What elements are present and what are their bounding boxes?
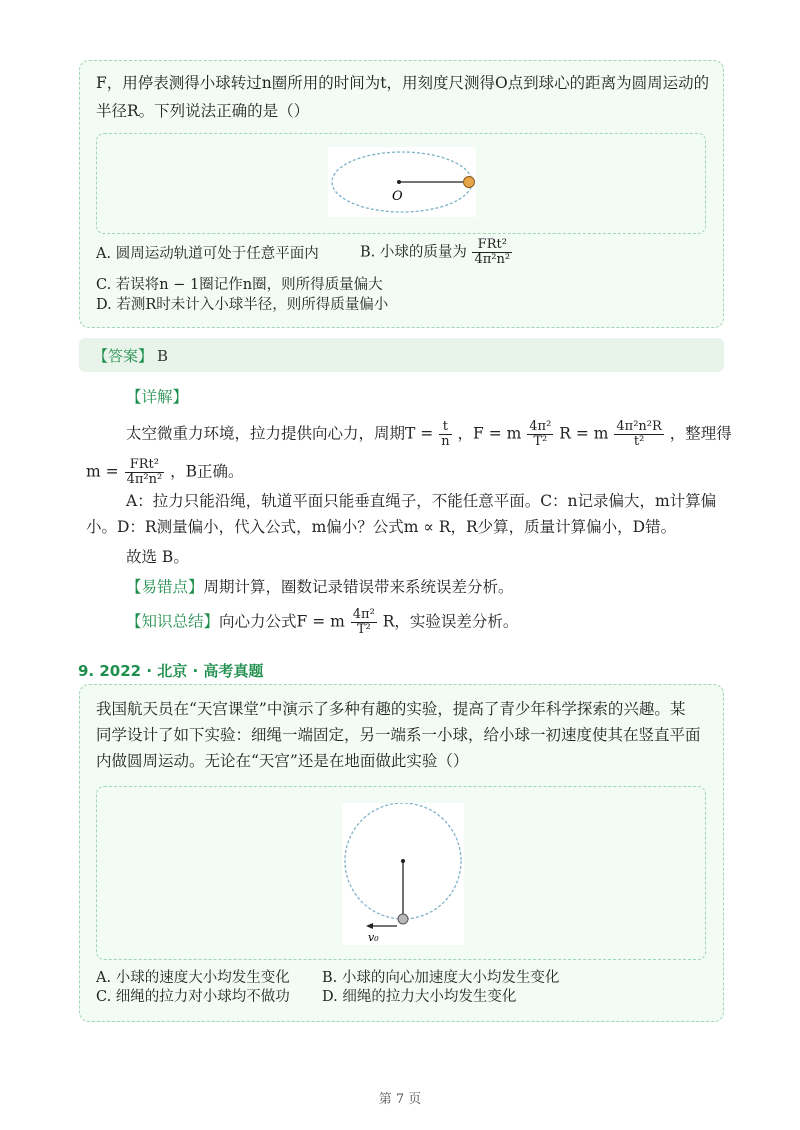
q9-option-b[interactable]: B. 小球的向心加速度大小均发生变化 xyxy=(322,970,560,986)
center-point-icon xyxy=(397,180,401,184)
mistake-label: 【易错点】 xyxy=(126,578,204,596)
answer xyxy=(93,345,168,366)
answer-bar xyxy=(79,338,724,372)
explain-line2: m = $\frac{\text{FRt²}}{\text{4π²n²}}$ ，B正确。 xyxy=(86,457,244,487)
q9-figure xyxy=(342,803,464,945)
page-number: 第 7 页 xyxy=(378,1092,422,1107)
answer-label: 【答案】 xyxy=(93,347,154,365)
label-v0: v₀ xyxy=(368,931,379,944)
q9-figure-frame xyxy=(96,786,706,960)
q9-option-c[interactable]: C. 细绳的拉力对小球均不做功 xyxy=(96,989,290,1005)
explain-title: 【详解】 xyxy=(126,388,189,406)
velocity-arrow-icon xyxy=(366,923,373,929)
q9-option-d[interactable]: D. 细绳的拉力大小均发生变化 xyxy=(322,989,517,1005)
q8-option-b-fraction: $\frac{\text{FRt²}}{\text{4π²n²}}$ xyxy=(474,237,511,267)
ball-icon xyxy=(398,914,408,924)
q9-option-a[interactable]: A. 小球的速度大小均发生变化 xyxy=(96,970,290,986)
q8-option-b[interactable] xyxy=(360,238,513,267)
q9-stem-line1: 我国航天员在“天宫课堂”中演示了多种有趣的实验，提高了青少年科学探索的兴趣。某 xyxy=(96,700,686,718)
explain-line1: 太空微重力环境，拉力提供向心力，周期T = $\frac{t}{n}$ ，F = m $\frac{\text{4π²}}{\text{T²}}$ R = m $\frac{\text{4π²n²R}}{\text{t²}}$ ，整理得 xyxy=(126,419,732,449)
q8-option-c[interactable]: C. 若误将n − 1圈记作n圈，则所得质量偏大 xyxy=(96,277,383,293)
q8-figure xyxy=(328,147,476,217)
q8-option-b-prefix: B. 小球的质量为 xyxy=(360,244,467,261)
explain-line4: 小。D：R测量偏小，代入公式，m偏小？公式m ∝ R，R少算，质量计算偏小，D错。 xyxy=(86,518,677,536)
mistake-point: 【易错点】周期计算，圈数记录错误带来系统误差分析。 xyxy=(126,578,514,596)
q8-option-d[interactable]: D. 若测R时未计入小球半径，则所得质量偏小 xyxy=(96,297,389,313)
label-O: O xyxy=(392,189,403,204)
answer-value: B xyxy=(157,347,169,365)
q8-stem-line1: F，用停表测得小球转过n圈所用的时间为t，用刻度尺测得O点到球心的距离为圆周运动的 xyxy=(96,74,710,92)
question-9-header: 9. 2022 · 北京 · 高考真题 xyxy=(78,662,264,680)
q9-stem-line3: 内做圆周运动。无论在“天宫”还是在地面做此实验（） xyxy=(96,752,469,770)
q8-stem-line2: 半径R。下列说法正确的是（） xyxy=(96,102,310,120)
orbit-diagram xyxy=(328,147,476,217)
summary-label: 【知识总结】 xyxy=(126,612,220,631)
explain-line3: A：拉力只能沿绳，轨道平面只能垂直绳子，不能任意平面。C：n记录偏大，m计算偏 xyxy=(126,492,717,510)
q9-stem-line2: 同学设计了如下实验：细绳一端固定，另一端系一小球，给小球一初速度使其在竖直平面 xyxy=(96,726,701,744)
pivot-point-icon xyxy=(401,859,405,863)
explain-line5: 故选 B。 xyxy=(126,548,189,566)
knowledge-summary: 【知识总结】向心力公式F = m $\frac{\text{4π²}}{\text{T²}}$ R，实验误差分析。 xyxy=(126,607,519,637)
q8-option-a[interactable]: A. 圆周运动轨道可处于任意平面内 xyxy=(96,246,319,262)
vertical-circle-diagram xyxy=(342,803,464,945)
ball-icon xyxy=(464,177,475,188)
q8-figure-frame xyxy=(96,133,706,234)
